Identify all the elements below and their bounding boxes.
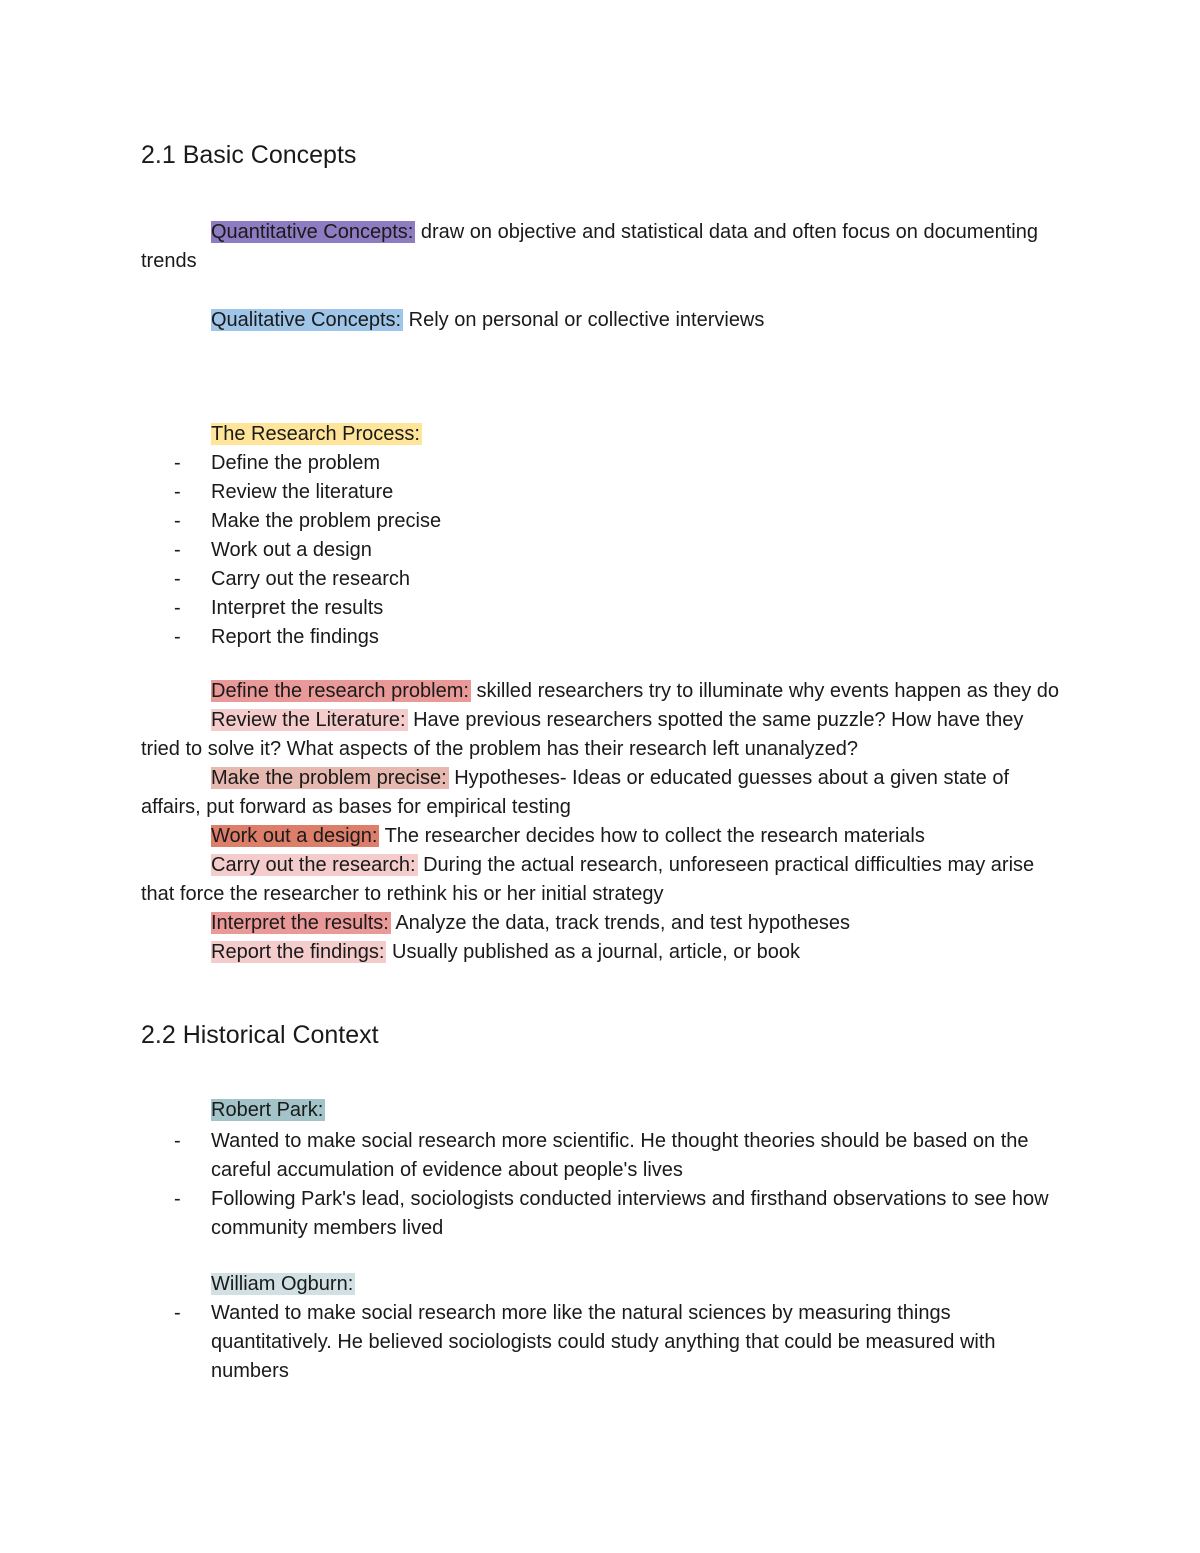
- qualitative-concepts-paragraph: [141, 306, 1066, 335]
- bullet-dash: -: [174, 539, 181, 561]
- definition-text: During the actual research, unforeseen practical difficulties may arise that force the researcher to rethink his or her initial strategy: [141, 854, 1035, 905]
- step-text: Carry out the research: [211, 568, 410, 590]
- quantitative-concepts-text: draw on objective and statistical data and often focus on documenting trends: [141, 221, 1038, 272]
- point-text: Wanted to make social research more like the natural sciences by measuring things quantitatively. He believed sociologists could study anything that could be measured with numbers: [211, 1302, 996, 1382]
- section-heading-basic-concepts: 2.1 Basic Concepts: [141, 141, 357, 169]
- qualitative-concepts-label: Qualitative Concepts:: [211, 309, 402, 331]
- list-item: [141, 594, 1066, 623]
- definition-label: Make the problem precise:: [211, 767, 447, 789]
- definition-label: Work out a design:: [211, 825, 378, 847]
- list-item: [141, 536, 1066, 565]
- bullet-dash: -: [174, 1302, 181, 1324]
- bullet-dash: -: [174, 1130, 181, 1152]
- bullet-dash: -: [174, 481, 181, 503]
- bullet-dash: -: [174, 1188, 181, 1210]
- bullet-dash: -: [174, 626, 181, 648]
- definition-label: Carry out the research:: [211, 854, 416, 876]
- definition-label: Interpret the results:: [211, 912, 389, 934]
- list-item: [141, 507, 1066, 536]
- research-process-heading: [211, 420, 422, 449]
- definition-text: Have previous researchers spotted the same puzzle? How have they tried to solve it? What aspects of the problem has their research left unanalyzed?: [141, 709, 1024, 760]
- definition-text: Analyze the data, track trends, and test hypotheses: [390, 912, 851, 934]
- definition-make-precise: [141, 764, 1066, 822]
- definition-label: Define the research problem:: [211, 680, 469, 702]
- step-text: Report the findings: [211, 626, 379, 648]
- document-page: [141, 0, 1066, 1553]
- quantitative-concepts-paragraph: [141, 218, 1066, 276]
- list-item: [141, 449, 1066, 478]
- definition-label: Review the Literature:: [211, 709, 406, 731]
- definition-interpret-results: [141, 909, 1066, 938]
- list-item: [141, 1185, 1066, 1243]
- qualitative-concepts-text: Rely on personal or collective interviews: [403, 309, 765, 331]
- definition-work-out-design: [141, 822, 1066, 851]
- bullet-dash: -: [174, 510, 181, 532]
- definition-review-literature: [141, 706, 1066, 764]
- definition-text: Usually published as a journal, article, or book: [386, 941, 800, 963]
- list-item: [141, 1127, 1066, 1185]
- step-text: Interpret the results: [211, 597, 384, 619]
- section-heading-historical-context: 2.2 Historical Context: [141, 1021, 379, 1049]
- robert-park-points: [141, 1127, 1066, 1243]
- definition-report-findings: [141, 938, 1066, 967]
- william-ogburn-heading: [211, 1270, 355, 1299]
- definition-label: Report the findings:: [211, 941, 385, 963]
- robert-park-heading: [211, 1096, 325, 1125]
- point-text: Following Park's lead, sociologists conducted interviews and firsthand observations to see how community members lived: [211, 1188, 1049, 1239]
- bullet-dash: -: [174, 452, 181, 474]
- step-text: Make the problem precise: [211, 510, 442, 532]
- definition-carry-out-research: [141, 851, 1066, 909]
- definition-text: skilled researchers try to illuminate why events happen as they do: [470, 680, 1059, 702]
- william-ogburn-points: [141, 1299, 1066, 1386]
- list-item: [141, 565, 1066, 594]
- step-text: Review the literature: [211, 481, 394, 503]
- definition-define-problem: [141, 677, 1066, 706]
- research-process-steps: [141, 449, 1066, 652]
- list-item: [141, 623, 1066, 652]
- bullet-dash: -: [174, 597, 181, 619]
- list-item: [141, 478, 1066, 507]
- research-step-definitions: [141, 677, 1066, 967]
- quantitative-concepts-label: Quantitative Concepts:: [211, 221, 414, 243]
- list-item: [141, 1299, 1066, 1386]
- robert-park-label: Robert Park:: [211, 1099, 324, 1121]
- definition-text: Hypotheses- Ideas or educated guesses about a given state of affairs, put forward as bases for empirical testing: [141, 767, 1010, 818]
- william-ogburn-label: William Ogburn:: [211, 1273, 354, 1295]
- point-text: Wanted to make social research more scientific. He thought theories should be based on the careful accumulation of evidence about people's lives: [211, 1130, 1029, 1181]
- research-process-label: The Research Process:: [211, 423, 420, 445]
- step-text: Define the problem: [211, 452, 380, 474]
- step-text: Work out a design: [211, 539, 372, 561]
- definition-text: The researcher decides how to collect the research materials: [379, 825, 925, 847]
- bullet-dash: -: [174, 568, 181, 590]
